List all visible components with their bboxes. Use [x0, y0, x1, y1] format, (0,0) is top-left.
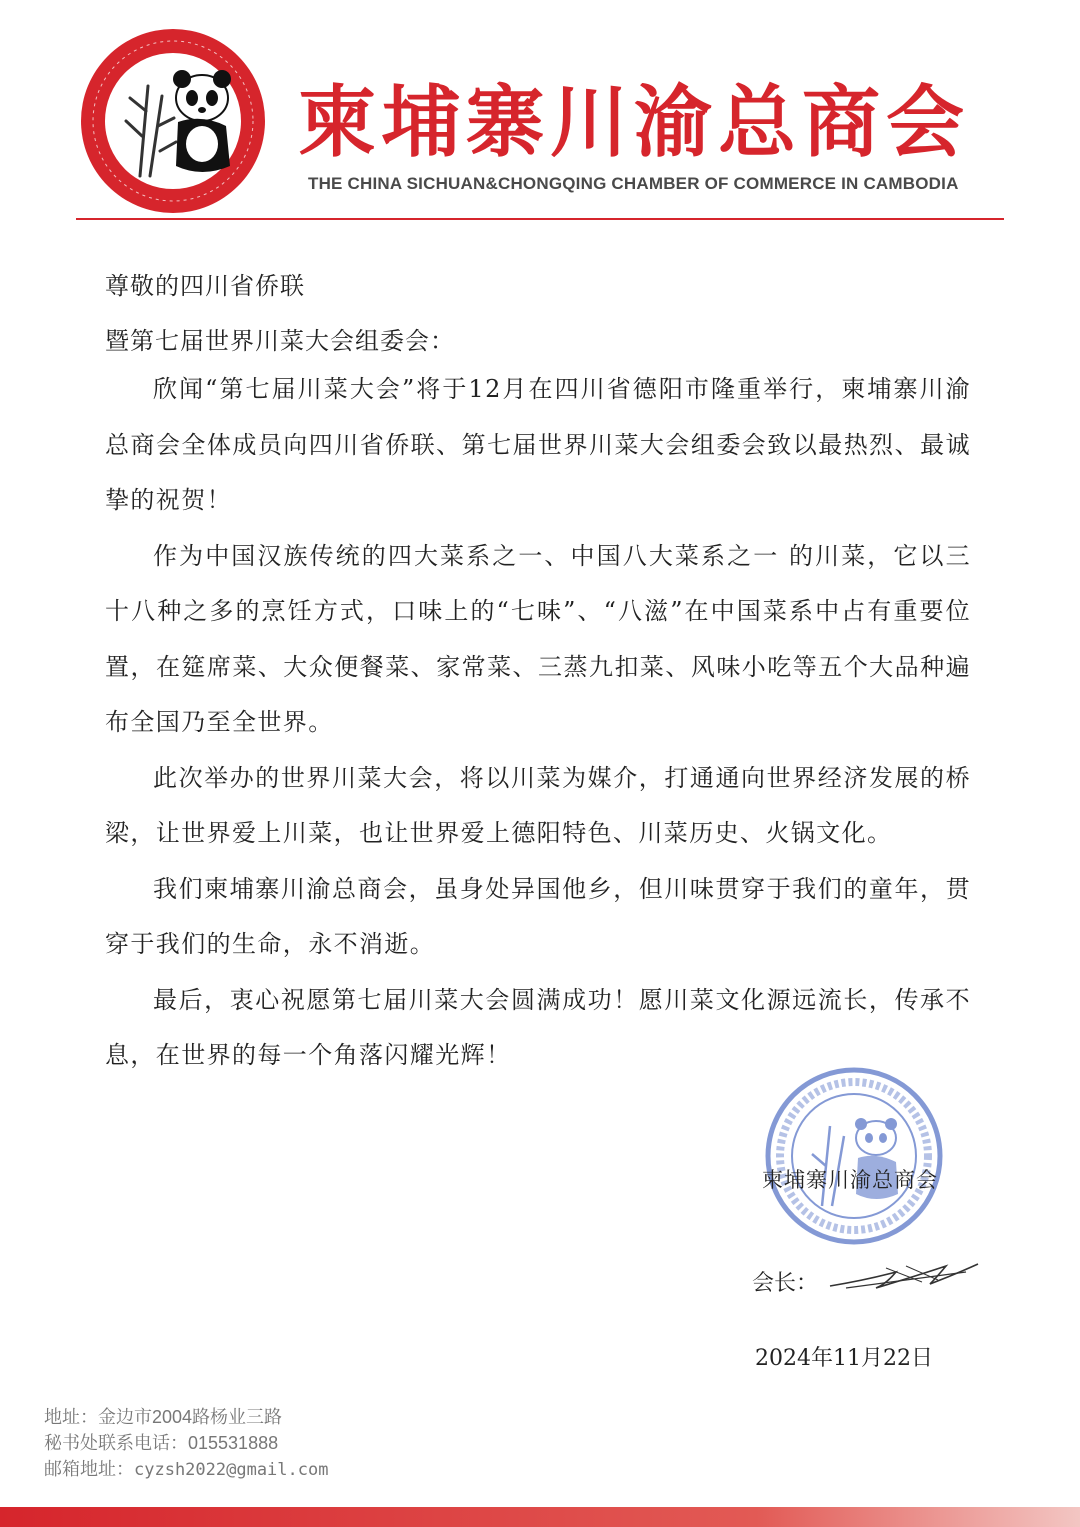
- footer-email: [44, 1456, 328, 1483]
- body-paragraph: 欣闻“第七届川菜大会”将于12月在四川省德阳市隆重举行，柬埔寨川渝总商会全体成员向四川省侨联、第七届世界川菜大会组委会致以最热烈、最诚挚的祝贺！: [105, 375, 971, 514]
- letterhead: [0, 0, 1080, 230]
- signer-organization: 柬埔寨川渝总商会: [762, 1168, 938, 1192]
- panda-bamboo-logo-icon: [78, 26, 268, 216]
- letter-date: 2024年11月22日: [755, 1346, 933, 1371]
- body-paragraph: 此次举办的世界川菜大会，将以川菜为媒介，打通通向世界经济发展的桥梁，让世界爱上川菜，也让世界爱上德阳特色、川菜历史、火锅文化。: [105, 763, 971, 847]
- official-seal-icon: [764, 1066, 944, 1246]
- address-value: 金边市2004路杨业三路: [98, 1407, 283, 1427]
- org-subtitle: THE CHINA SICHUAN&CHONGQING CHAMBER OF COMMERCE IN CAMBODIA: [308, 174, 959, 193]
- footer-address: [44, 1404, 328, 1430]
- handwritten-signature-icon: [826, 1258, 982, 1292]
- body-paragraph: 我们柬埔寨川渝总商会，虽身处异国他乡，但川味贯穿于我们的童年，贯穿于我们的生命，永不消逝。: [105, 874, 971, 958]
- email-value: cyzsh2022@gmail.com: [134, 1460, 329, 1480]
- address-label: 地址：: [44, 1407, 98, 1427]
- phone-label: 秘书处联系电话：: [44, 1433, 188, 1453]
- letter-body: [105, 362, 971, 1084]
- org-title: 柬埔寨川渝总商会: [298, 77, 971, 168]
- body-paragraph: 作为中国汉族传统的四大菜系之一、中国八大菜系之一 的川菜，它以三十八种之多的烹饪方式，口味上的“七味”、“八滋”在中国菜系中占有重要位置，在筵席菜、大众便餐菜、家常菜、三蒸九扣菜、风味小吃等五个大品种遍布全国乃至全世界。: [105, 541, 971, 736]
- footer-contact: [44, 1404, 328, 1483]
- salutation-line-2: 暨第七届世界川菜大会组委会：: [105, 327, 455, 355]
- phone-value: 015531888: [188, 1433, 279, 1453]
- president-label: 会长：: [752, 1271, 819, 1296]
- salutation-line-1: 尊敬的四川省侨联: [105, 272, 305, 300]
- header-divider: [76, 218, 1004, 220]
- footer-phone: [44, 1430, 328, 1456]
- email-label: 邮箱地址：: [44, 1459, 134, 1479]
- body-paragraph: 最后，衷心祝愿第七届川菜大会圆满成功！愿川菜文化源远流长，传承不息，在世界的每一个角落闪耀光辉！: [105, 985, 971, 1069]
- footer-bar: [0, 1507, 1080, 1527]
